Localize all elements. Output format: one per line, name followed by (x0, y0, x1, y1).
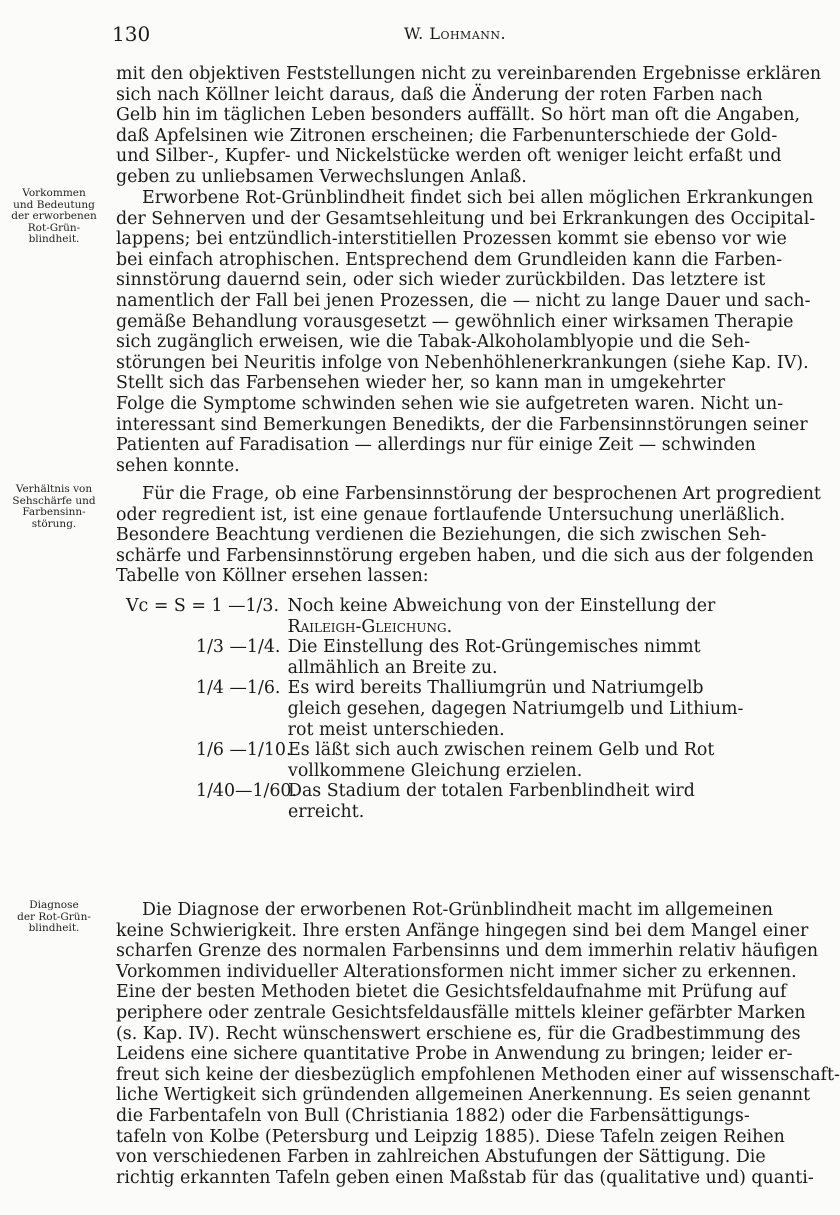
text-line: daß Apfelsinen wie Zitronen erscheinen; die Farbenunterschiede der Gold- (116, 125, 778, 146)
text-line: periphere oder zentrale Gesichtsfeldausfälle mittels kleiner gefärbter Marken (116, 1002, 806, 1023)
table-desc-line: Die Einstellung des Rot-Grüngemisches nimmt (287, 637, 701, 658)
note-line: blindheit. (28, 233, 80, 245)
table-desc-line: Das Stadium der totalen Farbenblindheit wird (288, 781, 695, 802)
table-row (196, 781, 756, 822)
note-line: der Rot-Grün- (17, 910, 91, 923)
text-line: Besondere Beachtung verdienen die Beziehungen, die sich zwischen Seh- (116, 525, 767, 546)
text-line: Vorkommen individueller Alterationsformen nicht immer sicher zu erkennen. (116, 961, 797, 982)
running-head: W. Lohmann. (404, 24, 507, 43)
table-desc-line: Es wird bereits Thalliumgrün und Natriumgelb (287, 678, 704, 699)
table-desc-line: Es läßt sich auch zwischen reinem Gelb und Rot (288, 740, 715, 761)
paragraph-3 (116, 484, 821, 587)
table-desc-line: rot meist unterschieden. (287, 719, 505, 740)
page-header (0, 22, 800, 50)
text-line: Für die Frage, ob eine Farbensinnstörung der besprochenen Art progredient (142, 484, 821, 504)
text-line: gemäße Behandlung vorausgesetzt — gewöhnlich einer wirksamen Therapie (116, 311, 794, 332)
text-line: der Sehnerven und der Gesamtsehleitung und bei Erkrankungen des Occipital- (116, 208, 816, 229)
text-line: schärfe und Farbensinnstörung ergeben haben, und die sich aus der folgenden (116, 545, 814, 566)
note-line: Verhältnis von (15, 483, 93, 495)
text-line: geben zu unliebsamen Verwechslungen Anlaß. (116, 166, 527, 187)
text-line: liche Wertigkeit sich gründenden allgemeinen Anerkennung. Es seien genannt (116, 1085, 811, 1106)
text-line: keine Schwierigkeit. Ihre ersten Anfänge hingegen sind bei dem Mangel einer (116, 920, 809, 941)
table-prefix: Vc = S = (126, 596, 206, 616)
table-fraction: 1/3 —1/4. (196, 637, 281, 658)
text-line: und Silber-, Kupfer- und Nickelstücke werden oft weniger leicht erfaßt und (116, 146, 782, 167)
text-line: Folge die Symptome schwinden sehen wie sie aufgetreten waren. Nicht un- (116, 393, 784, 414)
note-line: Diagnose (29, 899, 79, 911)
text-line: sehen konnte. (116, 455, 240, 476)
note-line: und Bedeutung (13, 198, 95, 211)
margin-note-acuity (4, 484, 104, 530)
text-line: sich zugänglich erweisen, wie die Tabak-Alkoholamblyopie und die Seh- (116, 332, 751, 353)
table-fraction: 1/6 —1/10. (196, 740, 292, 761)
table-desc-line: erreicht. (288, 801, 365, 822)
text-line: freut sich keine der diesbezüglich empfohlenen Methoden einer auf wissenschaft- (116, 1064, 840, 1085)
note-line: Farbensinn- (22, 506, 86, 518)
text-line: bei einfach atrophischen. Entsprechend dem Grundleiden kann die Farben- (116, 249, 783, 270)
table-row (196, 637, 756, 678)
table-desc-line: gleich gesehen, dagegen Natriumgelb und Lithium- (287, 698, 744, 719)
page-number: 130 (112, 22, 151, 46)
acuity-table (126, 596, 756, 823)
text-line: tafeln von Kolbe (Petersburg und Leipzig 1885). Diese Tafeln zeigen Reihen (116, 1126, 785, 1147)
table-desc-line: Noch keine Abweichung von der Einstellung der (287, 596, 716, 616)
paragraph-4 (116, 900, 840, 1188)
margin-note-occurrence (4, 188, 104, 246)
text-line: Tabelle von Köllner ersehen lassen: (116, 566, 429, 587)
text-line: von verschiedenen Farben in zahlreichen Abstufungen der Sättigung. Die (116, 1147, 766, 1168)
note-line: störung. (31, 517, 77, 530)
text-line: scharfen Grenze des normalen Farbensinns und dem immerhin relativ häufigen (116, 941, 819, 962)
text-line: Patienten auf Faradisation — allerdings nur für einige Zeit — schwinden (116, 435, 756, 456)
table-fraction: 1/4 —1/6. (196, 678, 281, 699)
table-fraction: 1/40—1/60. (196, 781, 298, 802)
text-line: (s. Kap. IV). Recht wünschenswert erschiene es, für die Gradbestimmung des (116, 1023, 801, 1044)
table-row (196, 678, 756, 740)
text-line: oder regredient ist, ist eine genaue fortlaufende Untersuchung unerläßlich. (116, 504, 786, 525)
note-line: der erworbenen (11, 210, 97, 222)
text-line: lappens; bei entzündlich-interstitiellen Prozessen kommt sie ebenso vor wie (116, 229, 787, 250)
paragraph-2 (116, 188, 816, 476)
text-line: mit den objektiven Feststellungen nicht zu vereinbarenden Ergebnisse erklären (116, 64, 822, 84)
paragraph-1 (116, 64, 822, 188)
text-line: Die Diagnose der erworbenen Rot-Grünblindheit macht im allgemeinen (142, 900, 773, 920)
note-line: Rot-Grün- (27, 221, 81, 234)
text-line: Gelb hin im täglichen Leben besonders auffällt. So hört man oft die Angaben, (116, 105, 801, 126)
text-line: Stellt sich das Farbensehen wieder her, so kann man in umgekehrter (116, 373, 726, 394)
note-line: blindheit. (28, 922, 80, 934)
table-row (126, 596, 756, 637)
note-line: Vorkommen (22, 187, 86, 199)
margin-note-diagnosis (4, 900, 104, 935)
text-line: sich nach Köllner leicht daraus, daß die Änderung der roten Farben nach (116, 84, 763, 105)
table-desc-line: vollkommene Gleichung erzielen. (288, 760, 583, 781)
text-line: Leidens eine sichere quantitative Probe in Anwendung zu bringen; leider er- (116, 1044, 793, 1065)
note-line: Sehschärfe und (12, 494, 96, 507)
table-desc-line: allmählich an Breite zu. (287, 657, 498, 678)
text-line: Eine der besten Methoden bietet die Gesichtsfeldaufnahme mit Prüfung auf (116, 982, 787, 1003)
text-line: Erworbene Rot-Grünblindheit findet sich bei allen möglichen Erkrankungen (142, 188, 814, 208)
text-line: namentlich der Fall bei jenen Prozessen, die — nicht zu lange Dauer und sach- (116, 290, 811, 311)
text-line: richtig erkannten Tafeln geben einen Maßstab für das (qualitative und) quanti- (116, 1167, 814, 1188)
text-line: die Farbentafeln von Bull (Christiania 1882) oder die Farbensättigungs- (116, 1105, 750, 1126)
table-desc-line: Raileigh-Gleichung. (287, 616, 453, 637)
text-line: interessant sind Bemerkungen Benedikts, der die Farbensinnstörungen seiner (116, 414, 808, 435)
text-line: störungen bei Neuritis infolge von Nebenhöhlenerkrankungen (siehe Kap. IV). (116, 352, 809, 373)
table-row (196, 740, 756, 781)
text-line: sinnstörung dauernd sein, oder sich wieder zurückbilden. Das letztere ist (116, 270, 766, 291)
table-fraction: 1 —1/3. (211, 596, 279, 616)
